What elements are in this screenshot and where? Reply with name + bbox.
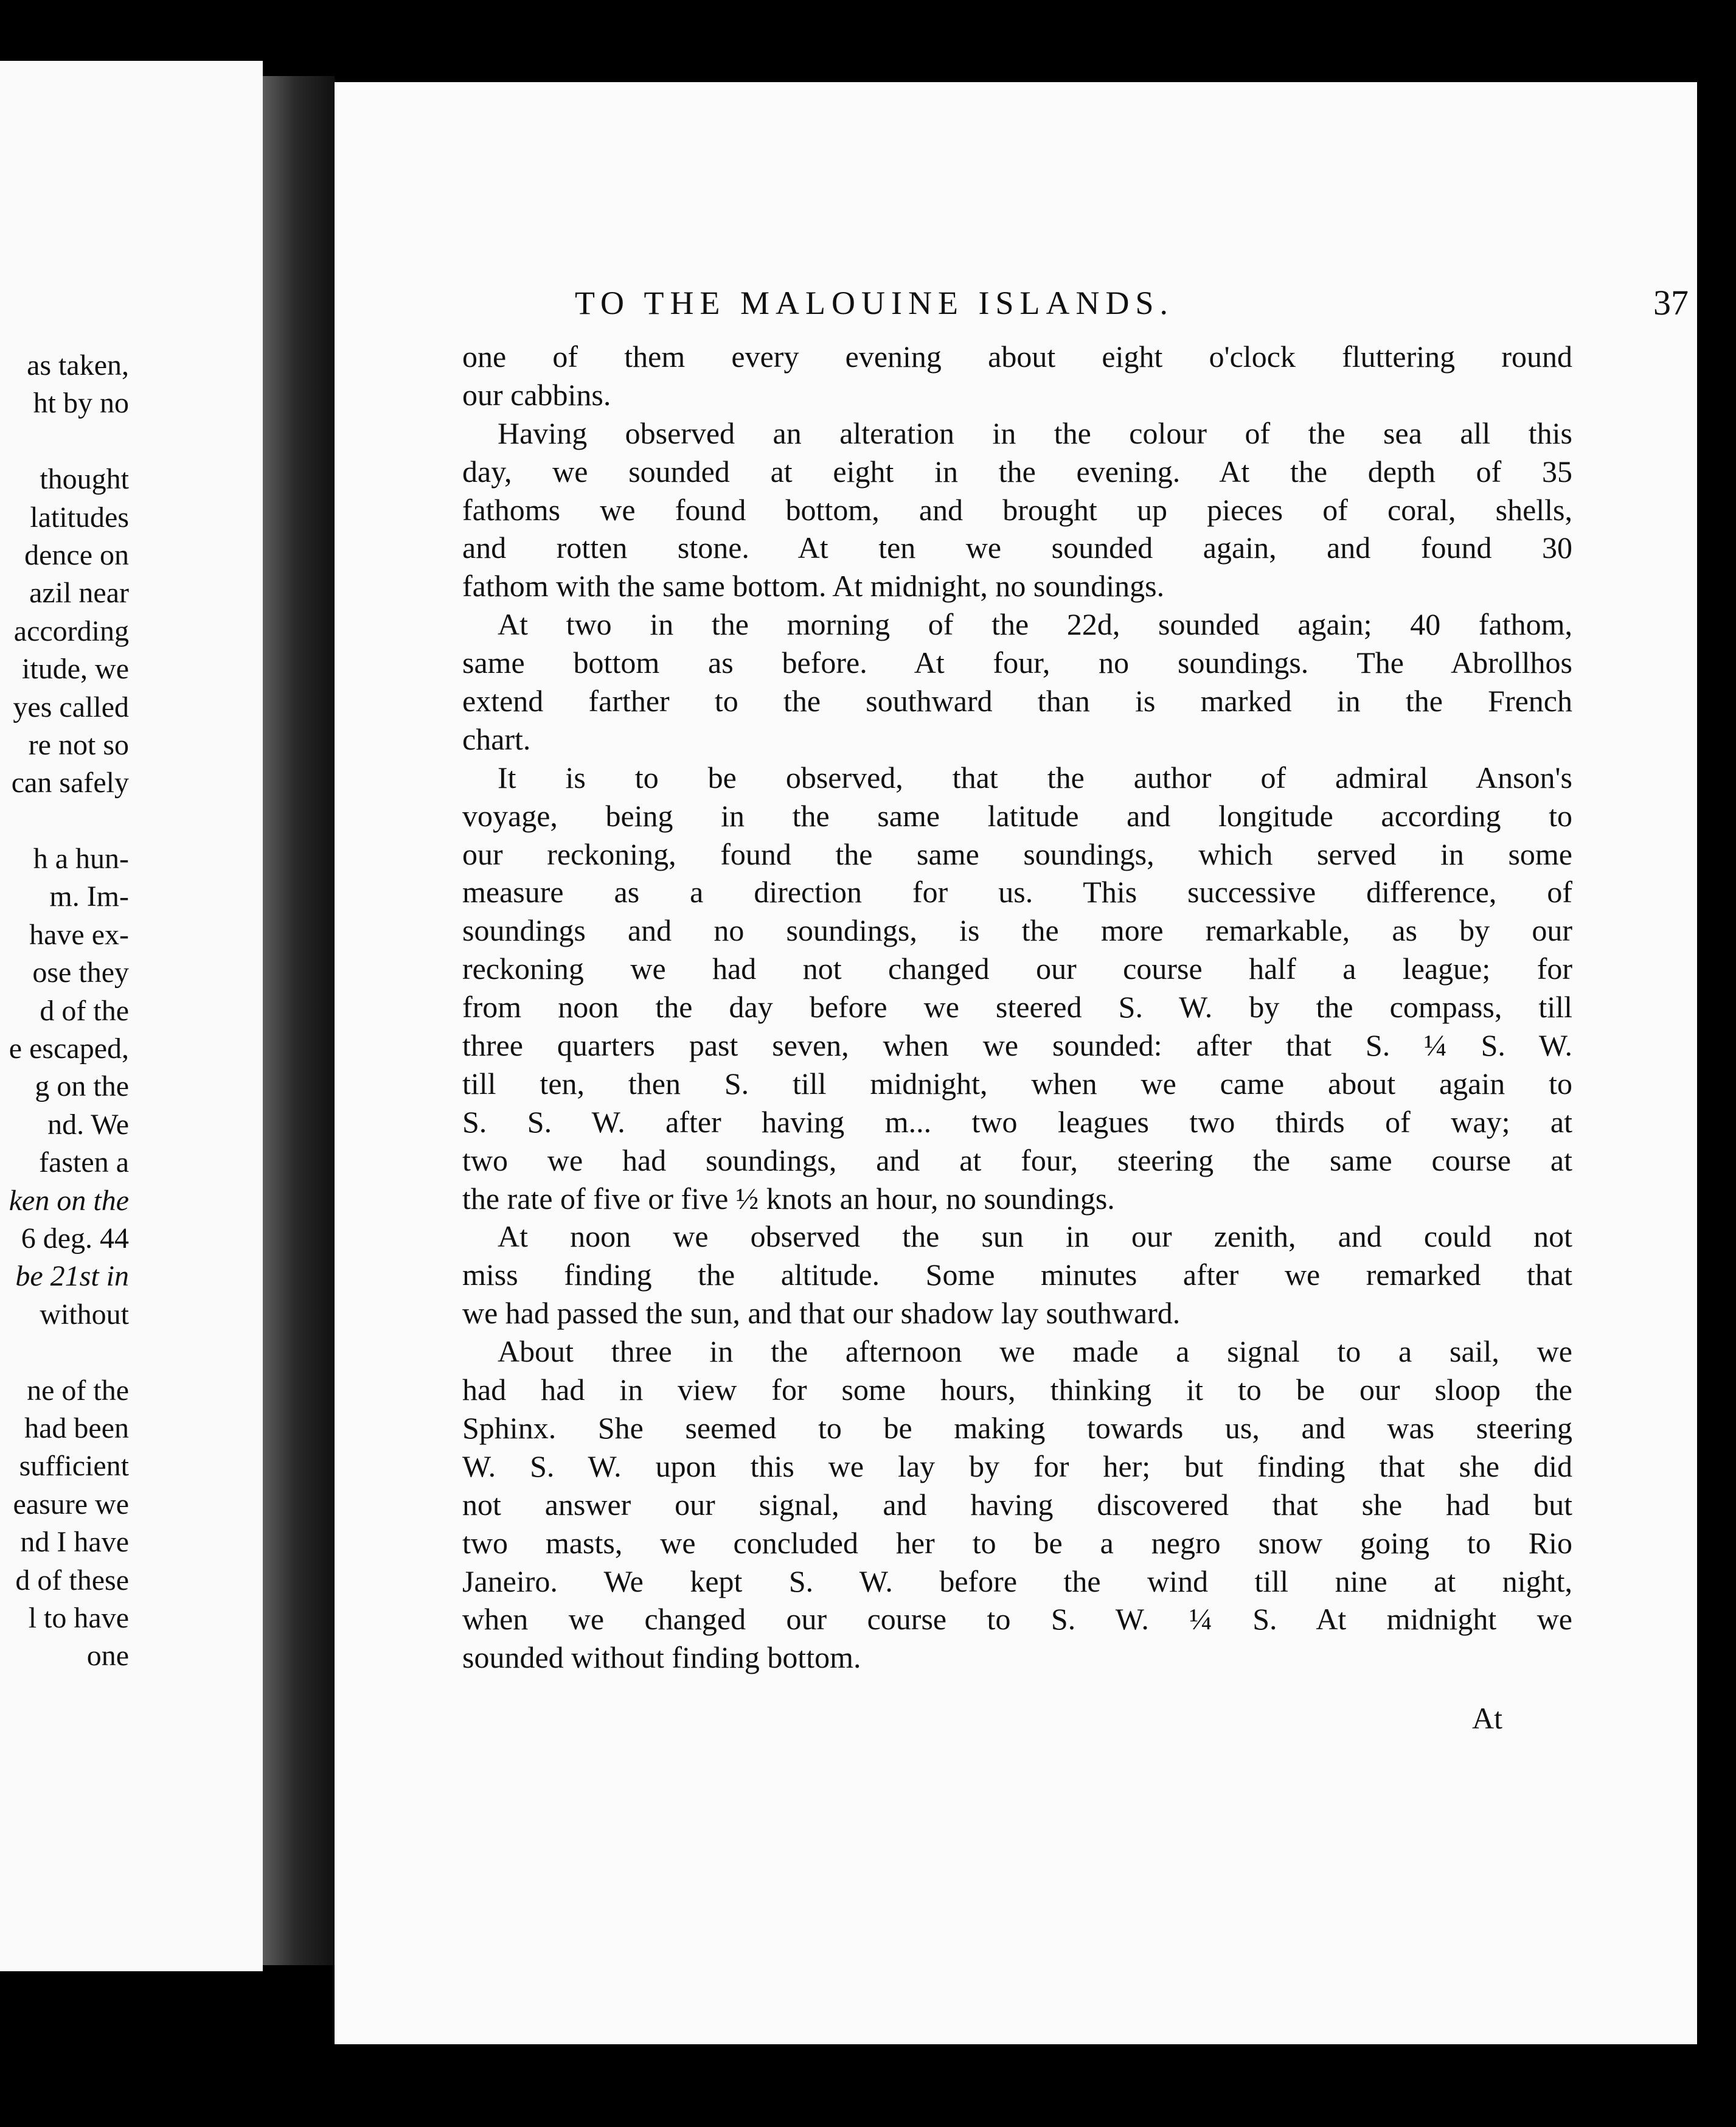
text-line: miss finding the altitude. Some minutes after we remarked that [462, 1258, 1572, 1292]
left-page [0, 61, 263, 1971]
left-page-line: azil near [29, 577, 129, 610]
left-page-line: d of these [15, 1564, 129, 1596]
text-line: till ten, then S. till midnight, when we came about again to [462, 1066, 1572, 1101]
left-page-line [0, 423, 129, 461]
text-line: three quarters past seven, when we sounded: after that S. ¼ S. W. [462, 1028, 1572, 1063]
left-page-text [0, 347, 129, 1676]
left-page-line: without [40, 1298, 129, 1331]
left-page-line: one [86, 1640, 129, 1673]
text-line: two masts, we concluded her to be a negro snow going to Rio [462, 1525, 1572, 1560]
text-line: and rotten stone. At ten we sounded again, and found 30 [462, 531, 1572, 565]
text-line: About three in the afternoon we made a signal to a sail, we [498, 1334, 1572, 1369]
text-line: chart. [462, 722, 531, 756]
text-line: fathoms we found bottom, and brought up pieces of coral, shells, [462, 492, 1572, 527]
left-page-line: re not so [28, 728, 129, 761]
left-page-line: ken on the [9, 1184, 129, 1217]
left-page-line: e escaped, [9, 1032, 129, 1065]
catchword: At [1472, 1701, 1502, 1735]
left-page-line: dence on [24, 538, 129, 571]
text-line: our reckoning, found the same soundings, which served in some [462, 837, 1572, 871]
left-page-line: thought [40, 463, 129, 496]
text-line: Having observed an alteration in the colour of the sea all this [498, 416, 1572, 450]
left-page-line: itude, we [22, 653, 129, 686]
text-line: Sphinx. She seemed to be making towards us, and was steering [462, 1410, 1572, 1445]
left-page-line: ose they [32, 956, 129, 989]
left-page-line: nd I have [20, 1526, 129, 1559]
text-line: At noon we observed the sun in our zenith, and could not [498, 1219, 1572, 1254]
left-page-line: had been [24, 1412, 129, 1444]
text-line: the rate of five or five ½ knots an hour, no soundings. [462, 1181, 1115, 1216]
text-line: voyage, being in the same latitude and longitude according to [462, 798, 1572, 833]
left-page-line [0, 802, 129, 840]
text-line: S. S. W. after having m... two leagues two thirds of way; at [462, 1104, 1572, 1139]
left-page-line: g on the [35, 1070, 129, 1103]
text-line: Janeiro. We kept S. W. before the wind till nine at night, [462, 1564, 1572, 1598]
left-page-line: can safely [11, 767, 129, 799]
left-page-line: be 21st in [15, 1260, 129, 1293]
left-page-line: as taken, [27, 349, 129, 381]
left-page-line: d of the [40, 994, 129, 1027]
text-line: extend farther to the southward than is marked in the French [462, 684, 1572, 719]
left-page-line: have ex- [29, 918, 129, 951]
left-page-line: m. Im- [49, 880, 129, 913]
text-line: not answer our signal, and having discovered that she had but [462, 1487, 1572, 1522]
body-text [462, 338, 1572, 1677]
page-number: 37 [1653, 283, 1689, 322]
left-page-line: ne of the [27, 1374, 129, 1407]
text-line: At two in the morning of the 22d, sounded again; 40 fathom, [498, 607, 1572, 642]
left-page-line: ht by no [33, 387, 129, 420]
text-line: W. S. W. upon this we lay by for her; but finding that she did [462, 1449, 1572, 1483]
text-line: same bottom as before. At four, no soundings. The Abrollhos [462, 646, 1572, 680]
text-line: reckoning we had not changed our course half a league; for [462, 952, 1572, 986]
left-page-line: 6 deg. 44 [21, 1222, 129, 1255]
text-line: measure as a direction for us. This successive difference, of [462, 875, 1572, 910]
left-page-line: h a hun- [33, 843, 129, 876]
text-line: It is to be observed, that the author of admiral Anson's [498, 760, 1572, 795]
text-line: day, we sounded at eight in the evening. At the depth of 35 [462, 454, 1572, 489]
left-page-line [0, 1334, 129, 1371]
text-line: from noon the day before we steered S. W. by the compass, till [462, 990, 1572, 1025]
text-line: sounded without finding bottom. [462, 1640, 861, 1675]
right-page [335, 82, 1697, 2044]
text-line: fathom with the same bottom. At midnight, no soundings. [462, 569, 1165, 604]
left-page-line: sufficient [19, 1450, 129, 1483]
left-page-line: l to have [28, 1601, 129, 1634]
text-line: our cabbins. [462, 377, 611, 412]
book-gutter [263, 76, 335, 1965]
left-page-line: easure we [13, 1488, 129, 1520]
left-page-line: fasten a [39, 1146, 129, 1179]
left-page-line: latitudes [30, 501, 129, 534]
text-line: one of them every evening about eight o'clock fluttering round [462, 339, 1572, 374]
left-page-line: nd. We [47, 1108, 129, 1141]
text-line: had had in view for some hours, thinking it to be our sloop the [462, 1373, 1572, 1407]
text-line: we had passed the sun, and that our shadow lay southward. [462, 1296, 1181, 1331]
left-page-line: according [13, 614, 129, 647]
text-line: when we changed our course to S. W. ¼ S. At midnight we [462, 1602, 1572, 1637]
running-head: TO THE MALOUINE ISLANDS. [575, 285, 1174, 321]
text-line: two we had soundings, and at four, steering the same course at [462, 1143, 1572, 1177]
left-page-line: yes called [13, 691, 129, 723]
text-line: soundings and no soundings, is the more remarkable, as by our [462, 913, 1572, 948]
